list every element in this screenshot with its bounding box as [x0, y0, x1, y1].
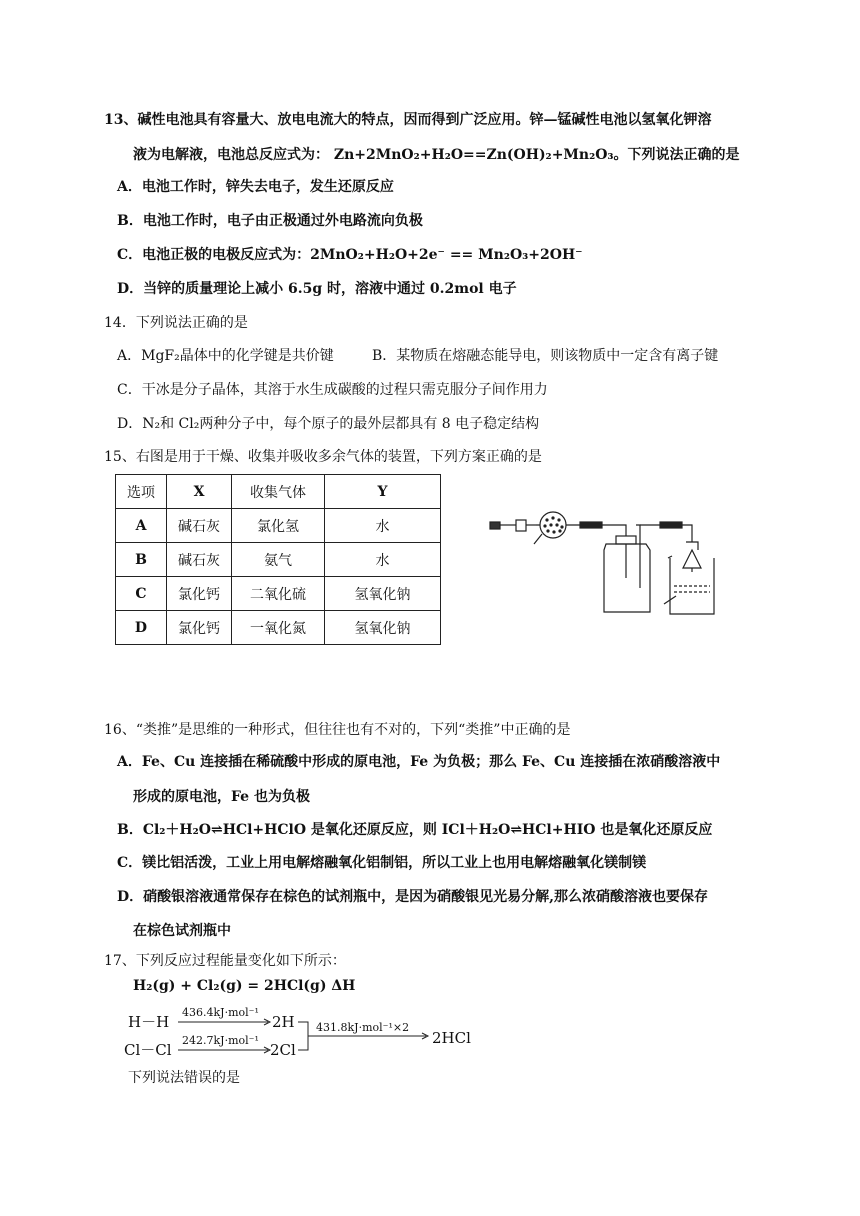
table-row: [116, 611, 441, 645]
table-cell: 二氧化硫: [232, 577, 325, 611]
product-2cl: 2Cl: [270, 1041, 296, 1059]
table-cell: 氢氧化钠: [325, 577, 441, 611]
table-cell: 水: [325, 509, 441, 543]
apparatus-diagram: [488, 508, 738, 618]
q14-option-a: A．MgF₂晶体中的化学键是共价键: [117, 348, 334, 364]
q14-option-d: D．N₂和 Cl₂两种分子中，每个原子的最外层都具有 8 电子稳定结构: [117, 416, 540, 432]
q13-stem-line2: 液为电解液，电池总反应式为： Zn+2MnO₂+H₂O==Zn(OH)₂+Mn₂O₃。下列说法正确的是: [133, 147, 740, 163]
q16-option-b: B．Cl₂＋H₂O⇌HCl+HClO 是氧化还原反应，则 ICl＋H₂O⇌HCl+HIO 也是氧化还原反应: [117, 822, 713, 838]
q15-stem: 15、右图是用于干燥、收集并吸收多余气体的装置，下列方案正确的是: [104, 449, 542, 465]
table-cell: 碱石灰: [167, 509, 232, 543]
q13-option-a: A．电池工作时，锌失去电子，发生还原反应: [117, 179, 394, 195]
table-header-cell: 选项: [116, 475, 167, 509]
table-cell: 氯化钙: [167, 577, 232, 611]
q13-stem-line1: 13、碱性电池具有容量大、放电电流大的特点，因而得到广泛应用。锌—锰碱性电池以氢氧化钾溶: [104, 112, 712, 128]
q13-option-b: B．电池工作时，电子由正极通过外电路流向负极: [117, 213, 423, 229]
table-cell: 氨气: [232, 543, 325, 577]
table-cell: C: [116, 577, 167, 611]
q17-stem: 17、下列反应过程能量变化如下所示：: [104, 953, 346, 969]
table-cell: 碱石灰: [167, 543, 232, 577]
q16-option-d-line2: 在棕色试剂瓶中: [133, 923, 231, 939]
q17-tail: 下列说法错误的是: [128, 1070, 240, 1086]
table-cell: B: [116, 543, 167, 577]
clcl-energy-label: 242.7kJ·mol⁻¹: [182, 1034, 259, 1047]
clcl-bond-label: Cl－Cl: [124, 1041, 172, 1059]
q14-option-b: B．某物质在熔融态能导电，则该物质中一定含有离子键: [372, 348, 719, 364]
table-cell: A: [116, 509, 167, 543]
product-2h: 2H: [272, 1013, 295, 1031]
table-cell: 氯化氢: [232, 509, 325, 543]
hcl-energy-label: 431.8kJ·mol⁻¹×2: [316, 1021, 410, 1034]
q16-option-d-line1: D．硝酸银溶液通常保存在棕色的试剂瓶中，是因为硝酸银见光易分解,那么浓硝酸溶液也要保存: [117, 889, 709, 905]
table-header-cell: X: [167, 475, 232, 509]
q16-option-c: C．镁比铝活泼，工业上用电解熔融氧化铝制铝，所以工业上也用电解熔融氧化镁制镁: [117, 855, 647, 871]
q17-equation: H₂(g) + Cl₂(g) = 2HCl(g) ΔH: [133, 978, 356, 994]
table-header-cell: 收集气体: [232, 475, 325, 509]
q16-stem: 16、“类推”是思维的一种形式，但往往也有不对的，下列“类推”中正确的是: [104, 722, 571, 738]
table-cell: D: [116, 611, 167, 645]
q13-option-d: D．当锌的质量理论上减小 6.5g 时，溶液中通过 0.2mol 电子: [117, 281, 517, 297]
q15-options-table: [115, 474, 441, 645]
q13-option-c: C．电池正极的电极反应式为：2MnO₂+H₂O+2e⁻ == Mn₂O₃+2OH⁻: [117, 247, 583, 263]
q14-option-c: C．干冰是分子晶体，其溶于水生成碳酸的过程只需克服分子间作用力: [117, 382, 548, 398]
table-cell: 一氧化氮: [232, 611, 325, 645]
table-cell: 氢氧化钠: [325, 611, 441, 645]
table-header-cell: Y: [325, 475, 441, 509]
table-header-row: [116, 475, 441, 509]
table-cell: 水: [325, 543, 441, 577]
hh-bond-label: H－H: [128, 1013, 170, 1031]
q16-option-a-line2: 形成的原电池，Fe 也为负极: [133, 789, 310, 805]
hh-energy-label: 436.4kJ·mol⁻¹: [182, 1006, 259, 1019]
table-cell: 氯化钙: [167, 611, 232, 645]
product-2hcl: 2HCl: [432, 1029, 471, 1047]
table-row: [116, 543, 441, 577]
table-row: [116, 509, 441, 543]
table-row: [116, 577, 441, 611]
q16-option-a-line1: A．Fe、Cu 连接插在稀硫酸中形成的原电池，Fe 为负极；那么 Fe、Cu 连接插在浓硝酸溶液中: [117, 754, 721, 770]
energy-diagram-arrows: [170, 1010, 430, 1060]
q14-stem: 14．下列说法正确的是: [104, 315, 248, 331]
